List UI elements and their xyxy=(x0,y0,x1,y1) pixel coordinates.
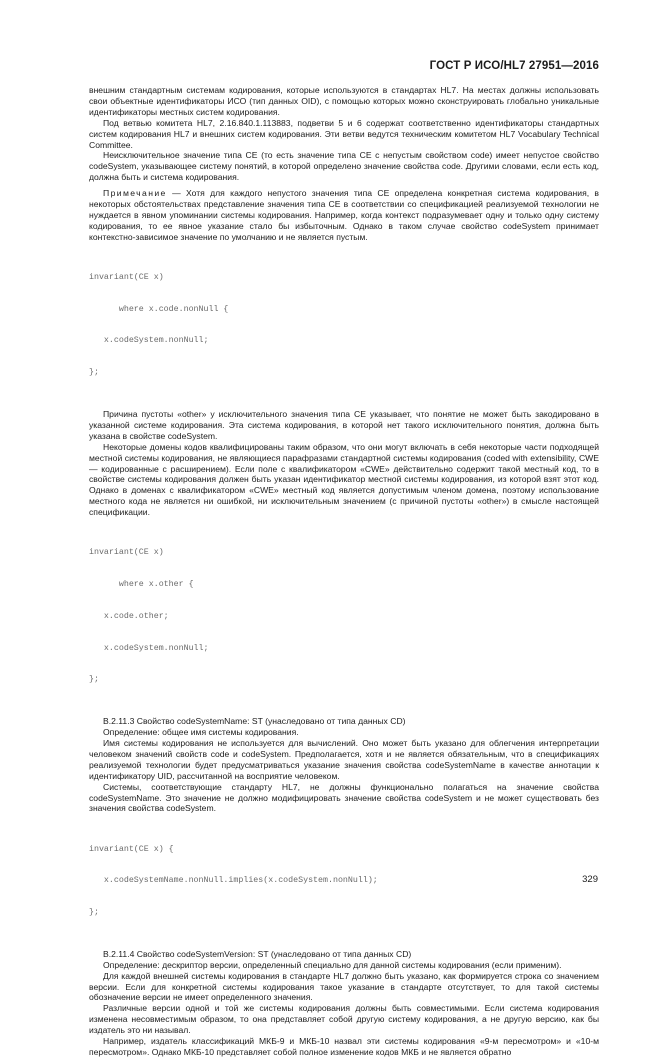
paragraph: Неисключительное значение типа CE (то есть значение типа CE с непустым свойством code) имеет непустое свойство codeSystem, указывающее систему понятий, в которой определено значение свойства code. Другими словами, если есть код, должна быть и система кодирования. xyxy=(89,150,599,183)
section-heading: B.2.11.3 Свойство codeSystemName: ST (унаследовано от типа данных CD) xyxy=(103,716,406,727)
paragraph: Некоторые домены кодов квалифицированы таким образом, что они могут включать в себя некоторые части подходящей местной системы кодирования, не являющиеся парафразами стандартной системы кодирования (coded with extensibility, CWE — кодированные с расширением). Если поле с квалификатором «CWE» действительно содержит такой местный код, то в свойстве системы кодирования должен быть указан идентификатор местной системы кодирования, из которой взят этот код. Однако в доменах с квалификатором «CWE» местный код является допустимым членом домена, поэтому использование местного кода не является ни ошибкой, ни исключительным значением (с причиной пустоты «other») в смысле настоящей спецификации. xyxy=(89,441,599,518)
code-block xyxy=(89,527,599,707)
code-line: }; xyxy=(89,368,99,378)
code-line: invariant(CE x) xyxy=(89,272,164,282)
paragraph: Причина пустоты «other» у исключительного значения типа CE указывает, что понятие не может быть закодировано в указанной системе кодирования. Эта система кодирования, в которой нет такого исключительного понятия, должна быть указана в свойстве codeSystem. xyxy=(89,409,599,441)
note xyxy=(89,188,599,243)
code-line: x.codeSystem.nonNull; xyxy=(89,643,209,653)
paragraph: Для каждой внешней системы кодирования в стандарте HL7 должно быть указано, как формируется строка со значением версии. Если для конкретной системы кодирования такое указание в стандарте отсутствует, то для такой системы обозначение версии не имеет определенного значения. xyxy=(89,970,599,1003)
paragraph: Под ветвью комитета HL7, 2.16.840.1.113883, подветви 5 и 6 содержат соответственно идентификаторы стандартных систем кодирования HL7 и внешних систем кодирования. Эти ветви ведутся техническим комитетом HL7 Vocabulary Technical Committee. xyxy=(89,117,599,150)
note-text: Хотя для каждого непустого значения типа CE определена конкретная система кодирования, в некоторых обстоятельствах представление значения типа CE в соответствии со спецификацией реализуемой технологии не нуждается в явном упоминании системы кодирования. Например, когда контекст подразумевает одну и только одну систему кодирования, то ее явное указание стало бы избыточным. Однако в таком случае свойство codeSystem принимает контекстно-зависимое значение по умолчанию и не является пустым. xyxy=(89,188,599,242)
page-body xyxy=(89,85,599,1058)
paragraph: Например, издатель классификаций МКБ-9 и МКБ-10 назвал эти системы кодирования «9-м пересмотром» и «10-м пересмотром». Однако МКБ-10 представляет собой полное изменение кодов МКБ и не является обратно xyxy=(89,1036,599,1057)
code-line: x.codeSystemName.nonNull.implies(x.codeSystem.nonNull); xyxy=(89,876,378,886)
code-line: x.code.other; xyxy=(89,611,169,621)
code-block xyxy=(89,252,599,400)
code-block xyxy=(89,823,599,940)
page-number: 329 xyxy=(582,874,598,885)
code-line: invariant(CE x) { xyxy=(89,844,174,854)
paragraph: Имя системы кодирования не используется для вычислений. Оно может быть указано для облегчения интерпретации человеком значений свойств code и codeSystem. Предполагается, хотя и не является обязательным, что в спецификациях реализуемой технологии будет предусматриваться указание значения свойства codeSystemName в качестве аннотации к идентификатору UID, рассчитанной на восприятие человеком. xyxy=(89,737,599,781)
paragraph: внешним стандартным системам кодирования, которые используются в стандартах HL7. На местах должны использовать свои объектные идентификаторы ИСО (тип данных OID), с помощью которых можно сконструировать глобально уникальные идентификаторы местных систем кодирования. xyxy=(89,85,599,117)
code-line: invariant(CE x) xyxy=(89,548,164,558)
paragraph: Различные версии одной и той же системы кодирования должны быть совместимыми. Если система кодирования изменена несовместимым образом, то она представляет собой другую систему кодирования, а не другую версию, как бы издатель это ни называл. xyxy=(89,1003,599,1036)
code-line: }; xyxy=(89,675,99,685)
note-dash: — xyxy=(166,188,186,199)
note-label: Примечание xyxy=(103,188,167,199)
code-line: where x.code.nonNull { xyxy=(89,304,229,314)
definition: Определение: общее имя системы кодирования. xyxy=(103,727,299,738)
section-heading: B.2.11.4 Свойство codeSystemVersion: ST (унаследовано от типа данных CD) xyxy=(103,948,412,959)
code-line: where x.other { xyxy=(89,580,194,590)
standard-header: ГОСТ Р ИСО/HL7 27951—2016 xyxy=(429,60,599,72)
paragraph: Системы, соответствующие стандарту HL7, не должны функционально полагаться на значение свойства codeSystemName. Это значение не должно модифицировать значение свойства codeSystem и не может существовать без значения свойства codeSystem. xyxy=(89,781,599,814)
definition: Определение: дескриптор версии, определенный специально для данной системы кодирования (если применим). xyxy=(103,959,562,970)
code-line: }; xyxy=(89,908,99,918)
code-line: x.codeSystem.nonNull; xyxy=(89,336,209,346)
